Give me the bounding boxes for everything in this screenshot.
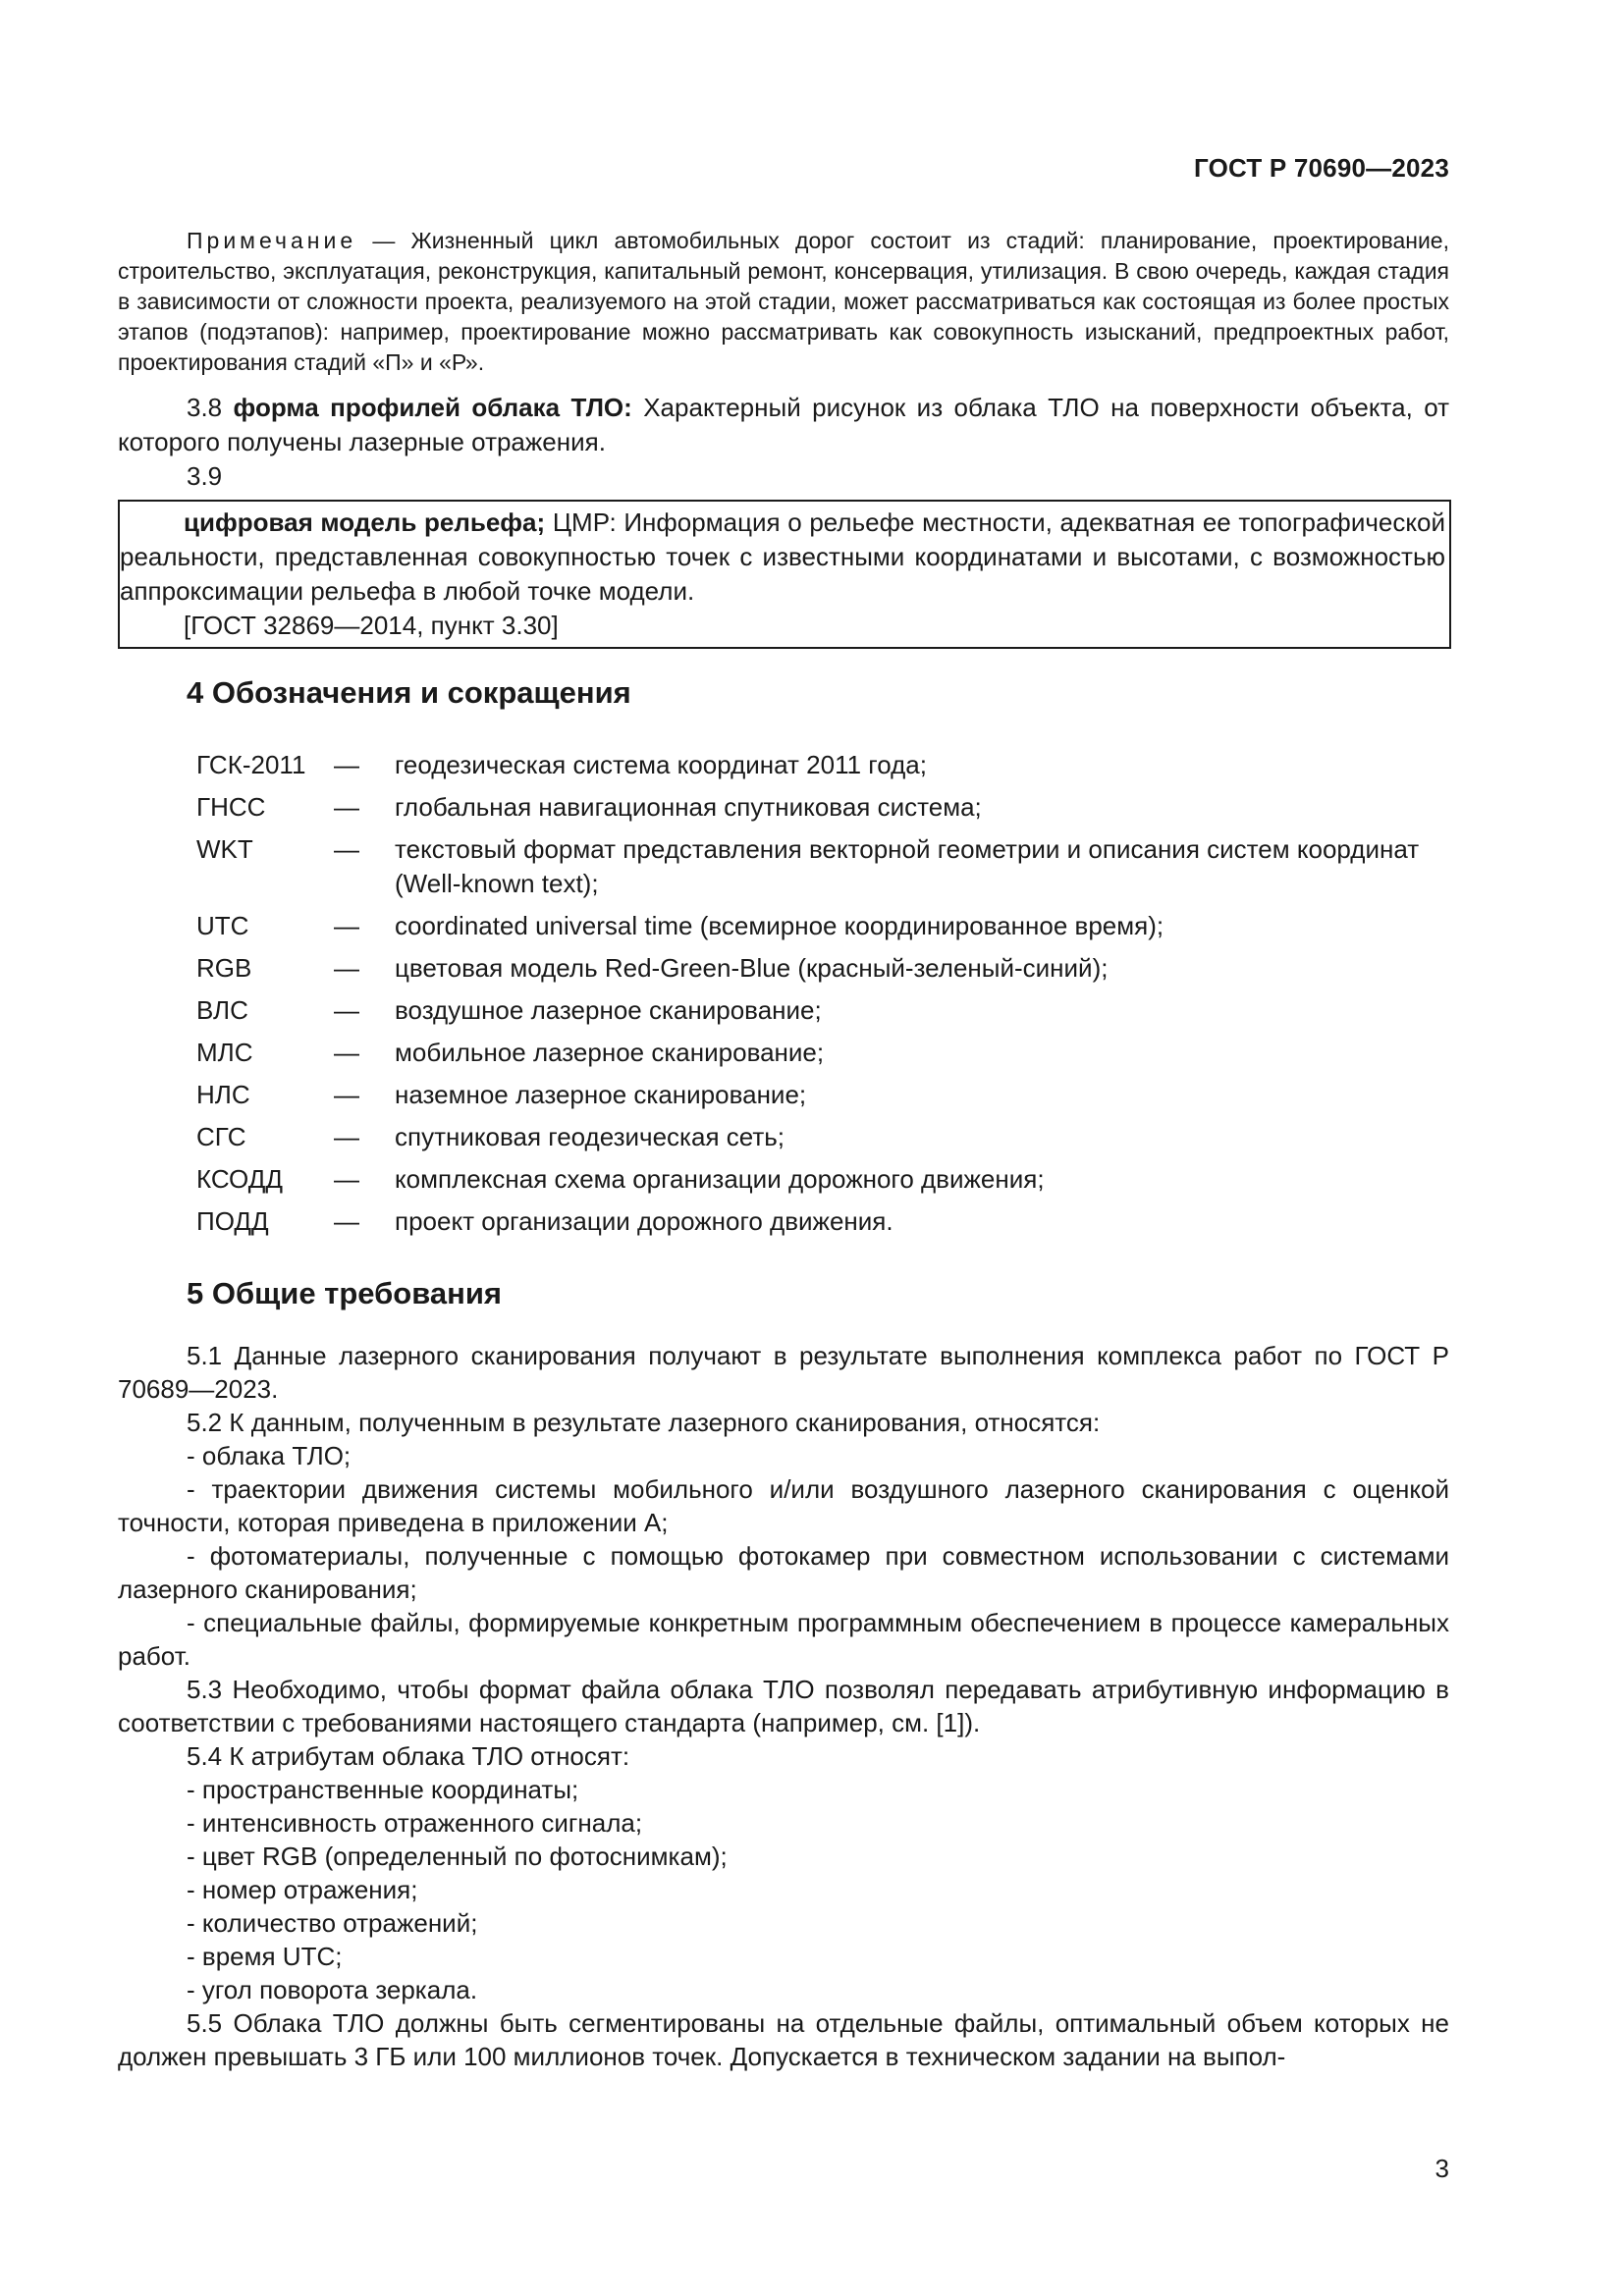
term-3-9-paragraph [120,506,1445,609]
paragraph: 5.4 К атрибутам облака ТЛО относят: [187,1741,630,1771]
term-3-9-term: цифровая модель рельефа; [184,507,546,537]
section-5-title: 5 Общие требования [187,1276,502,1310]
abbr-row [196,1036,1453,1070]
paragraph: 5.1 Данные лазерного сканирования получают в результате выполнения комплекса работ по ГОСТ Р 70689—2023. [118,1341,1449,1404]
abbr-dash: — [334,953,359,983]
abbr-dash: — [334,1164,359,1194]
abbr-term: КСОДД [196,1164,283,1194]
abbr-definition: мобильное лазерное сканирование; [395,1038,825,1067]
abbr-dash: — [334,1038,359,1067]
term-3-8 [118,391,1449,494]
abbr-dash: — [334,995,359,1025]
abbr-dash: — [334,911,359,940]
abbr-term: ГНСС [196,792,266,822]
term-3-9-number: 3.9 [187,461,223,491]
list-item: - количество отражений; [187,1908,478,1938]
abbr-row [196,832,1453,901]
abbr-term: МЛС [196,1038,253,1067]
abbr-dash: — [334,1080,359,1109]
abbr-term: RGB [196,953,252,983]
abbr-definition: проект организации дорожного движения. [395,1206,893,1236]
abbr-dash: — [334,834,359,864]
abbr-definition: спутниковая геодезическая сеть; [395,1122,785,1151]
abbr-term: UTC [196,911,249,940]
document-header: ГОСТ Р 70690—2023 [1194,153,1449,183]
term-3-9-box [118,500,1451,649]
list-item: - цвет RGB (определенный по фотоснимкам); [187,1842,728,1871]
abbr-definition: комплексная схема организации дорожного движения; [395,1164,1045,1194]
list-item: - траектории движения системы мобильного и/или воздушного лазерного сканирования с оценкой точности, которая приведена в приложении А; [118,1474,1449,1537]
term-3-8-term: форма профилей облака ТЛО: [233,393,632,422]
list-item: - облака ТЛО; [187,1441,352,1470]
abbr-definition: глобальная навигационная спутниковая система; [395,792,982,822]
abbr-row [196,951,1453,986]
abbr-definition: геодезическая система координат 2011 года; [395,750,927,779]
note-block [118,226,1449,378]
note-paragraph [118,226,1449,378]
abbr-row [196,1162,1453,1197]
abbr-dash: — [334,1206,359,1236]
abbr-row [196,1120,1453,1154]
abbr-row [196,909,1453,943]
abbr-dash: — [334,750,359,779]
list-item: - интенсивность отраженного сигнала; [187,1808,643,1838]
list-item: - специальные файлы, формируемые конкретным программным обеспечением в процессе камеральных работ. [118,1608,1449,1671]
abbr-definition: цветовая модель Red-Green-Blue (красный-зеленый-синий); [395,953,1109,983]
abbr-term: ВЛС [196,995,248,1025]
abbr-term: WKT [196,834,253,864]
paragraph: 5.3 Необходимо, чтобы формат файла облака ТЛО позволял передавать атрибутивную информацию в соответствии с требованиями настоящего стандарта (например, см. [1]). [118,1675,1449,1737]
abbreviations-list [196,748,1453,1247]
term-3-8-paragraph [118,391,1449,459]
section-5-body [118,1339,1449,2073]
abbr-term: ПОДД [196,1206,269,1236]
abbr-term: ГСК-2011 [196,750,306,779]
abbr-row [196,1204,1453,1239]
list-item: - номер отражения; [187,1875,418,1904]
list-item: - угол поворота зеркала. [187,1975,478,2004]
note-text: — Жизненный цикл автомобильных дорог состоит из стадий: планирование, проектирование, строительство, эксплуатация, реконструкция, капитальный ремонт, консервация, утилизация. В свою очередь, каждая стадия в зависимости от сложности проекта, реализуемого на этой стадии, может рассматриваться как состоящая из более простых этапов (подэтапов): например, проектирование можно рассматривать как совокупность изысканий, предпроектных работ, проектирования стадий «П» и «Р». [118,228,1449,375]
abbr-definition: наземное лазерное сканирование; [395,1080,807,1109]
list-item: - фотоматериалы, полученные с помощью фотокамер при совместном использовании с системами лазерного сканирования; [118,1541,1449,1604]
note-label: Примечание [187,228,357,253]
abbr-term: СГС [196,1122,246,1151]
abbr-dash: — [334,1122,359,1151]
abbr-definition: coordinated universal time (всемирное координированное время); [395,911,1164,940]
abbr-row [196,748,1453,782]
term-3-8-definition: Характерный рисунок из облака ТЛО на поверхности объекта, от которого получены лазерные отражения. [118,393,1449,456]
term-3-9-definition: ЦМР: Информация о рельефе местности, адекватная ее топографической реальности, представленная совокупностью точек с известными координатами и высотами, с возможностью аппроксимации рельефа в любой точке модели. [120,507,1445,606]
abbr-definition: текстовый формат представления векторной геометрии и описания систем координат (Well-known text); [395,834,1420,898]
abbr-row [196,993,1453,1028]
list-item: - время UTC; [187,1942,343,1971]
paragraph: 5.2 К данным, полученным в результате лазерного сканирования, относятся: [187,1408,1101,1437]
term-3-8-number: 3.8 [187,393,234,422]
abbr-row [196,790,1453,825]
section-4-title: 4 Обозначения и сокращения [187,675,631,710]
abbr-dash: — [334,792,359,822]
abbr-term: НЛС [196,1080,250,1109]
abbr-row [196,1078,1453,1112]
page-number: 3 [1435,2154,1449,2183]
paragraph: 5.5 Облака ТЛО должны быть сегментированы на отдельные файлы, оптимальный объем которых не должен превышать 3 ГБ или 100 миллионов точек. Допускается в техническом задании на выпол- [118,2008,1449,2071]
term-3-9-source: [ГОСТ 32869—2014, пункт 3.30] [184,611,559,640]
abbr-definition: воздушное лазерное сканирование; [395,995,822,1025]
list-item: - пространственные координаты; [187,1775,579,1804]
